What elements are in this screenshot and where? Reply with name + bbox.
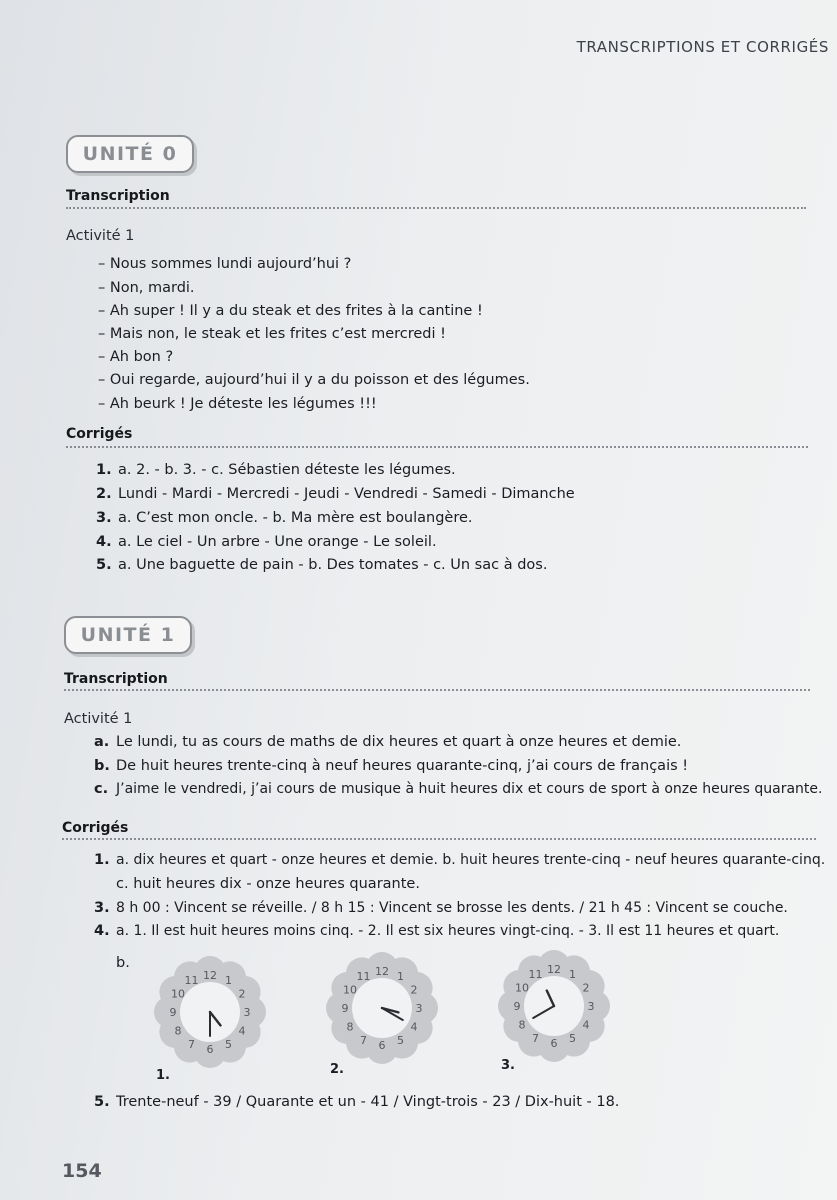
clock-numeral: 11 xyxy=(528,967,543,981)
transcription-heading: Transcription xyxy=(66,188,170,204)
item-number: 3. xyxy=(94,900,110,916)
answer-text: a. Une baguette de pain - b. Des tomates - c. Un sac à dos. xyxy=(118,557,548,573)
answer-text: 8 h 00 : Vincent se réveille. / 8 h 15 : Vincent se brosse les dents. / 21 h 45 : Vincent se couche. xyxy=(116,900,788,916)
clock-numeral: 3 xyxy=(415,1002,423,1015)
clock-numeral: 12 xyxy=(203,969,217,982)
answer-line xyxy=(116,876,420,892)
activity-text: De huit heures trente-cinq à neuf heures quarante-cinq, j’ai cours de français ! xyxy=(116,758,689,774)
item-number: 1. xyxy=(96,462,112,478)
activity-label: Activité 1 xyxy=(66,228,135,244)
divider xyxy=(66,446,808,448)
clock-numeral: 6 xyxy=(206,1043,214,1056)
item-number: 3. xyxy=(96,510,112,526)
answer-text: a. Le ciel - Un arbre - Une orange - Le soleil. xyxy=(118,534,437,550)
clock-numeral: 2 xyxy=(582,981,590,995)
activity-line xyxy=(94,781,822,797)
item-letter: a. xyxy=(94,734,110,750)
clock-numeral: 11 xyxy=(184,973,199,987)
running-head: TRANSCRIPTIONS ET CORRIGÉS xyxy=(576,38,829,56)
dialogue-line: – Ah bon ? xyxy=(98,349,174,365)
clock-numeral: 4 xyxy=(410,1020,418,1034)
divider xyxy=(62,838,816,840)
clock-numeral: 3 xyxy=(587,1000,595,1013)
corriges-heading: Corrigés xyxy=(62,820,129,836)
clock-numeral: 3 xyxy=(243,1006,251,1019)
clock-numeral: 8 xyxy=(518,1018,526,1032)
divider xyxy=(64,689,810,691)
answer-text: c. huit heures dix - onze heures quarante. xyxy=(116,876,420,892)
clock-numeral: 6 xyxy=(550,1037,558,1050)
clock-numeral: 2 xyxy=(410,983,418,997)
clock-numeral: 8 xyxy=(174,1024,182,1038)
activity-line xyxy=(94,734,681,750)
answer-line xyxy=(96,534,437,550)
activity-label: Activité 1 xyxy=(64,711,133,727)
answer-text: a. dix heures et quart - onze heures et demie. b. huit heures trente-cinq - neuf heures quarante-cinq. xyxy=(116,852,826,868)
clock-caption: 1. xyxy=(156,1068,170,1083)
item-letter: b. xyxy=(94,758,110,774)
unit-badge: UNITÉ 1 xyxy=(64,616,192,654)
answer-text: a. 2. - b. 3. - c. Sébastien déteste les légumes. xyxy=(118,462,456,478)
clock-numeral: 1 xyxy=(225,973,232,987)
answer-text: a. C’est mon oncle. - b. Ma mère est boulangère. xyxy=(118,510,473,526)
clock-numeral: 1 xyxy=(397,969,404,983)
answer-text: Trente-neuf - 39 / Quarante et un - 41 / Vingt-trois - 23 / Dix-huit - 18. xyxy=(116,1094,620,1110)
dialogue-line: – Nous sommes lundi aujourd’hui ? xyxy=(98,256,352,272)
clock-numeral: 12 xyxy=(375,965,389,978)
clock-2 xyxy=(322,952,442,1068)
clock-numeral: 7 xyxy=(360,1034,367,1048)
clock-numeral: 9 xyxy=(513,1000,521,1013)
item-number: 1. xyxy=(94,852,110,868)
answer-line xyxy=(94,923,779,939)
divider xyxy=(66,207,806,209)
clock-numeral: 12 xyxy=(547,963,561,976)
answer-line xyxy=(96,557,547,573)
clock-numeral: 1 xyxy=(569,967,576,981)
dialogue-line: – Oui regarde, aujourd’hui il y a du poisson et des légumes. xyxy=(98,372,530,388)
activity-text: Le lundi, tu as cours de maths de dix heures et quart à onze heures et demie. xyxy=(116,734,682,750)
clock-face xyxy=(494,950,614,1062)
dialogue-line: – Non, mardi. xyxy=(98,280,195,296)
item-letter: c. xyxy=(94,781,109,797)
answer-text: a. 1. Il est huit heures moins cinq. - 2. Il est six heures vingt-cinq. - 3. Il est 11 heures et quart. xyxy=(116,923,780,939)
answer-text: Lundi - Mardi - Mercredi - Jeudi - Vendredi - Samedi - Dimanche xyxy=(118,486,575,502)
clock-numeral: 7 xyxy=(188,1038,195,1052)
dialogue-line: – Ah beurk ! Je déteste les légumes !!! xyxy=(98,396,377,412)
clock-numeral: 4 xyxy=(238,1024,246,1038)
clock-face xyxy=(322,952,442,1064)
item-number: 4. xyxy=(96,534,112,550)
answer-line xyxy=(96,462,456,478)
item-number: 5. xyxy=(94,1094,110,1110)
clock-numeral: 6 xyxy=(378,1039,386,1052)
clock-numeral: 5 xyxy=(225,1038,232,1052)
clock-numeral: 2 xyxy=(238,987,246,1001)
item-number: 5. xyxy=(96,557,112,573)
activity-line xyxy=(94,758,688,774)
clock-numeral: 5 xyxy=(569,1032,576,1046)
clock-numeral: 10 xyxy=(342,983,357,997)
dialogue-line: – Mais non, le steak et les frites c’est mercredi ! xyxy=(98,326,446,342)
clock-1 xyxy=(150,956,270,1072)
activity-text: J’aime le vendredi, j’ai cours de musique à huit heures dix et cours de sport à onze heures quarante. xyxy=(116,781,823,797)
answer-line xyxy=(96,486,575,502)
item-number: 4. xyxy=(94,923,110,939)
clock-numeral: 11 xyxy=(356,969,371,983)
answer-line xyxy=(94,852,825,868)
transcription-heading: Transcription xyxy=(64,671,168,687)
clock-3 xyxy=(494,950,614,1066)
answer-line xyxy=(94,1094,619,1110)
clock-numeral: 4 xyxy=(582,1018,590,1032)
clock-numeral: 10 xyxy=(514,981,529,995)
clock-numeral: 10 xyxy=(170,987,185,1001)
answer-line xyxy=(116,955,130,971)
answer-line xyxy=(96,510,473,526)
item-number: 2. xyxy=(96,486,112,502)
clock-numeral: 9 xyxy=(169,1006,177,1019)
page-number: 154 xyxy=(62,1160,102,1182)
dialogue-line: – Ah super ! Il y a du steak et des frites à la cantine ! xyxy=(98,303,483,319)
answer-line xyxy=(94,900,788,916)
clock-numeral: 7 xyxy=(532,1032,539,1046)
answer-text: b. xyxy=(116,955,130,971)
clock-caption: 2. xyxy=(330,1062,344,1077)
unit-badge: UNITÉ 0 xyxy=(66,135,194,173)
clock-caption: 3. xyxy=(501,1058,515,1073)
clock-face xyxy=(150,956,270,1068)
clock-numeral: 8 xyxy=(346,1020,354,1034)
corriges-heading: Corrigés xyxy=(66,426,133,442)
clock-numeral: 9 xyxy=(341,1002,349,1015)
clock-numeral: 5 xyxy=(397,1034,404,1048)
